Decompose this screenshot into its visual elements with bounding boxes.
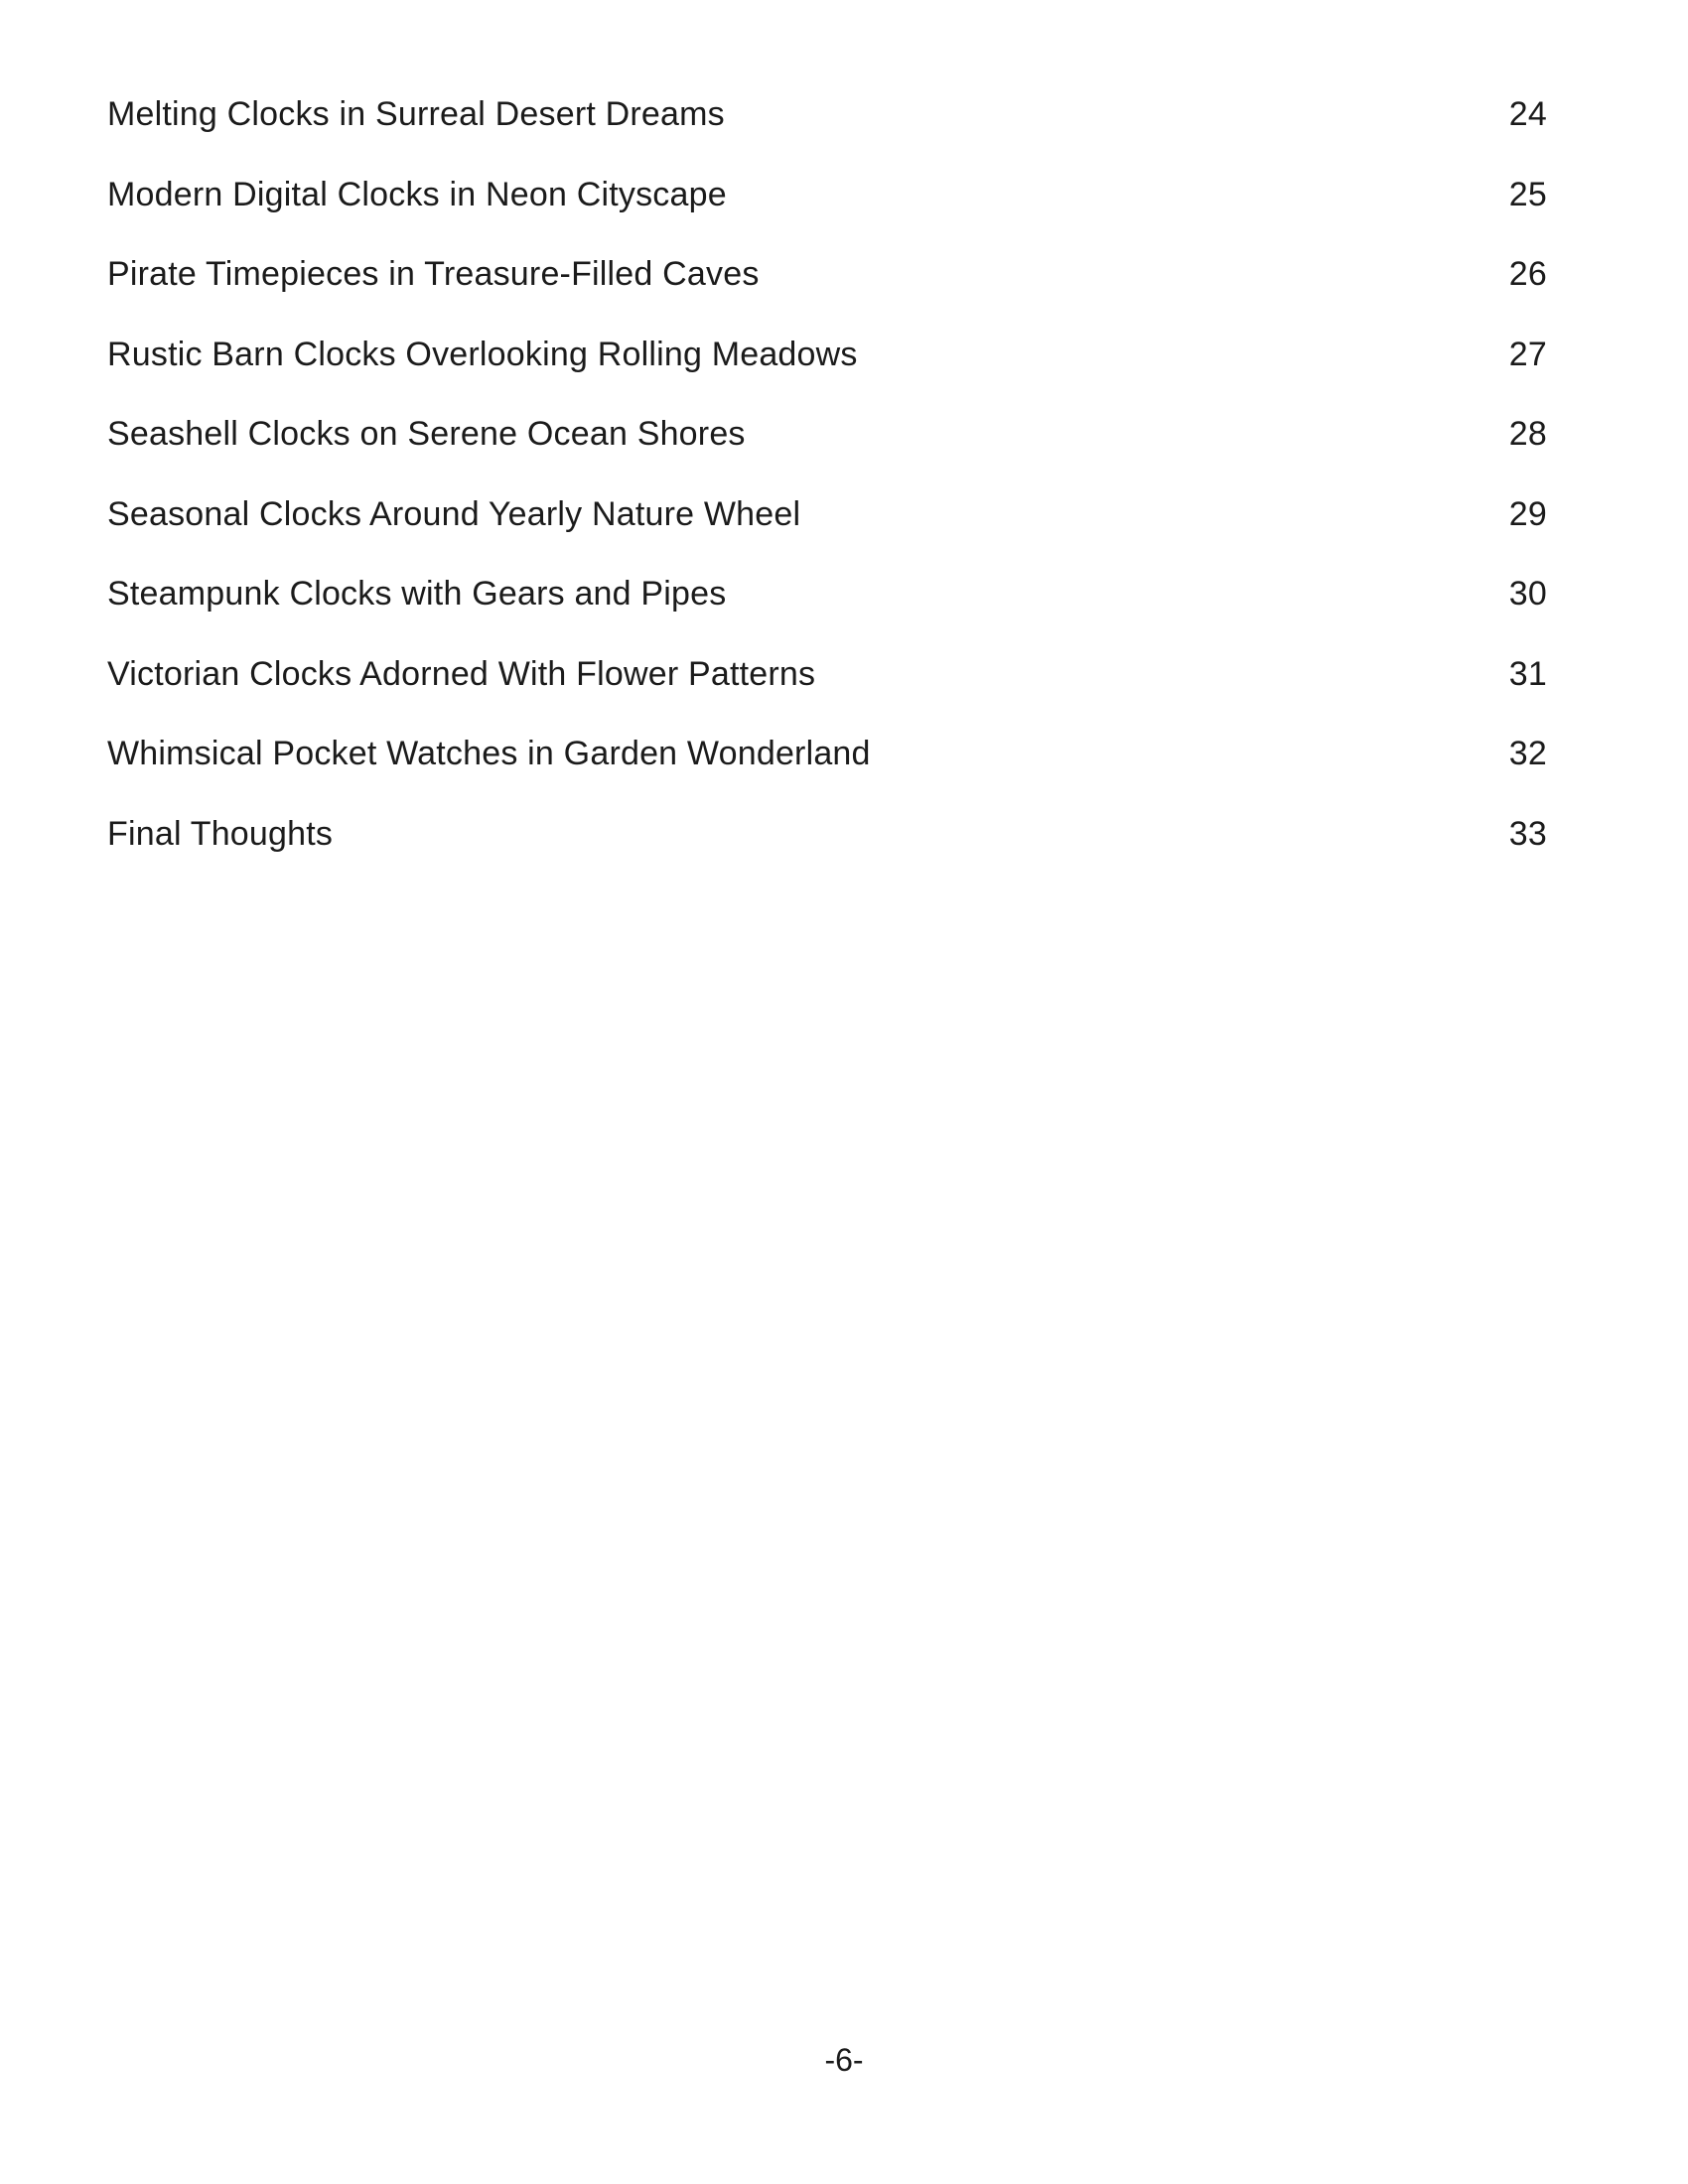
toc-entry-title: Steampunk Clocks with Gears and Pipes (107, 575, 727, 613)
toc-entry (107, 496, 1547, 577)
toc-entry (107, 177, 1547, 257)
toc-entry-title: Rustic Barn Clocks Overlooking Rolling Meadows (107, 335, 858, 373)
toc-entry (107, 576, 1547, 656)
toc-entry-title: Seasonal Clocks Around Yearly Nature Wheel (107, 494, 801, 533)
toc-entry-title: Seashell Clocks on Serene Ocean Shores (107, 415, 746, 453)
toc-entry-title: Pirate Timepieces in Treasure-Filled Caves (107, 255, 760, 293)
toc-entry (107, 256, 1547, 337)
toc-entry-page-number: 28 (1508, 415, 1547, 453)
toc-entry-page-number: 31 (1508, 654, 1547, 693)
toc-entry-page-number: 25 (1508, 175, 1547, 213)
toc-entry-page-number: 26 (1508, 255, 1547, 293)
toc-entry (107, 656, 1547, 737)
toc-entry-page-number: 29 (1508, 494, 1547, 533)
toc-entry-page-number: 30 (1508, 575, 1547, 613)
toc-entry-title: Whimsical Pocket Watches in Garden Wonderland (107, 735, 871, 772)
toc-entry-title: Melting Clocks in Surreal Desert Dreams (107, 95, 725, 133)
table-of-contents (107, 96, 1547, 895)
toc-entry (107, 816, 1547, 896)
toc-entry-page-number: 24 (1508, 95, 1547, 133)
toc-entry-title: Modern Digital Clocks in Neon Cityscape (107, 175, 727, 213)
toc-entry-title: Victorian Clocks Adorned With Flower Patterns (107, 654, 816, 693)
page-footer (0, 2043, 1688, 2077)
toc-entry (107, 337, 1547, 417)
toc-entry (107, 96, 1547, 177)
toc-entry-page-number: 33 (1508, 814, 1547, 853)
toc-entry (107, 736, 1547, 816)
toc-entry-page-number: 32 (1508, 735, 1547, 772)
toc-entry-page-number: 27 (1508, 335, 1547, 373)
footer-page-number: -6- (824, 2042, 864, 2078)
toc-entry (107, 416, 1547, 496)
toc-entry-title: Final Thoughts (107, 814, 334, 853)
